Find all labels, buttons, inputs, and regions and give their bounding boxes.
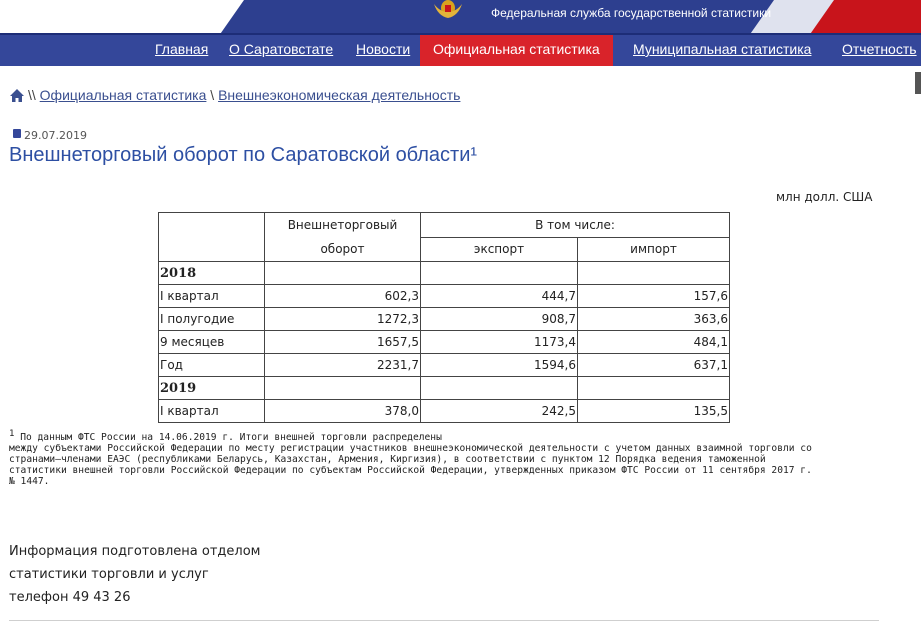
- main-nav: [0, 35, 921, 66]
- empty-cell: [265, 377, 421, 400]
- empty-cell: [421, 377, 578, 400]
- nav-item-about[interactable]: О Саратовстате: [229, 41, 334, 57]
- header-turnover: [265, 213, 421, 262]
- import-cell: 135,5: [578, 400, 730, 423]
- breadcrumb-separator-2: \: [210, 87, 215, 103]
- table-row-year: [159, 262, 730, 285]
- nav-item-home[interactable]: Главная: [155, 41, 209, 57]
- empty-cell: [578, 377, 730, 400]
- empty-cell: [421, 262, 578, 285]
- empty-cell: [265, 262, 421, 285]
- breadcrumb-foreign-economic-activity[interactable]: Внешнеэкономическая деятельность: [218, 87, 461, 103]
- top-banner: [0, 0, 921, 33]
- footnote-line-1: [9, 429, 889, 443]
- table-row: [159, 331, 730, 354]
- contact-phone: телефон 49 43 26: [9, 590, 131, 605]
- turnover-cell: 2231,7: [265, 354, 421, 377]
- date-text: 29.07.2019: [24, 129, 87, 142]
- export-cell: 444,7: [421, 285, 578, 308]
- trade-turnover-table: [158, 212, 730, 423]
- table-header-row: [159, 213, 730, 238]
- footnote: [9, 429, 889, 487]
- breadcrumb-separator: \\: [28, 87, 36, 103]
- header-empty-cell: [159, 213, 265, 262]
- import-cell: 157,6: [578, 285, 730, 308]
- bottom-divider: [9, 620, 879, 621]
- table-row: [159, 400, 730, 423]
- period-cell: I квартал: [159, 400, 265, 423]
- export-cell: 1594,6: [421, 354, 578, 377]
- export-cell: 242,5: [421, 400, 578, 423]
- unit-label: млн долл. США: [776, 190, 873, 204]
- export-cell: 908,7: [421, 308, 578, 331]
- contact-line-1: Информация подготовлена отделом: [9, 544, 261, 559]
- turnover-cell: 1657,5: [265, 331, 421, 354]
- year-cell: 2019: [159, 377, 265, 400]
- contact-info: [9, 542, 260, 611]
- year-cell: 2018: [159, 262, 265, 285]
- document-icon: [13, 129, 21, 138]
- period-cell: 9 месяцев: [159, 331, 265, 354]
- empty-cell: [578, 262, 730, 285]
- period-cell: I квартал: [159, 285, 265, 308]
- footnote-line-4: статистики внешней торговли Российской Федерации по субъектам Российской Федерации, утвержденных приказом ФТС России от 11 сентября 2017 г.: [9, 465, 812, 477]
- nav-item-reporting[interactable]: Отчетность: [842, 41, 917, 57]
- agency-name: Федеральная служба государственной статистики: [491, 6, 772, 20]
- home-icon[interactable]: [9, 88, 25, 103]
- header-export: экспорт: [421, 237, 578, 262]
- table-row: [159, 308, 730, 331]
- breadcrumb: [9, 87, 460, 103]
- turnover-cell: 378,0: [265, 400, 421, 423]
- table-row: [159, 285, 730, 308]
- turnover-cell: 1272,3: [265, 308, 421, 331]
- turnover-cell: 602,3: [265, 285, 421, 308]
- table-row-year: [159, 377, 730, 400]
- publication-date: [13, 129, 87, 142]
- header-turnover-line1: Внешнеторговый: [287, 218, 398, 232]
- emblem-icon: [432, 0, 464, 20]
- period-cell: Год: [159, 354, 265, 377]
- footnote-text-1: По данным ФТС России на 14.06.2019 г. Итоги внешней торговли распределены: [14, 432, 442, 444]
- import-cell: 484,1: [578, 331, 730, 354]
- page-title: Внешнеторговый оборот по Саратовской области¹: [9, 144, 478, 166]
- contact-line-2: статистики торговли и услуг: [9, 567, 209, 582]
- nav-item-official-statistics[interactable]: Официальная статистика: [420, 35, 613, 66]
- header-import: импорт: [578, 237, 730, 262]
- import-cell: 363,6: [578, 308, 730, 331]
- header-including: В том числе:: [421, 213, 730, 238]
- import-cell: 637,1: [578, 354, 730, 377]
- footnote-line-3: странами–членами ЕАЭС (республиками Беларусь, Казахстан, Армения, Киргизия), в соответствии с пунктом 12 Порядка ведения таможенной: [9, 454, 766, 466]
- table-row: [159, 354, 730, 377]
- footnote-line-2: между субъектами Российской Федерации по месту регистрации участников внешнеэкономической деятельности с учетом данных взаимной торговли со: [9, 443, 812, 455]
- header-turnover-line2: оборот: [320, 242, 365, 256]
- breadcrumb-official-statistics[interactable]: Официальная статистика: [39, 87, 207, 103]
- scrollbar-thumb[interactable]: [915, 72, 921, 94]
- footnote-line-5: № 1447.: [9, 476, 50, 488]
- footnote-mark: 1: [9, 429, 15, 439]
- period-cell: I полугодие: [159, 308, 265, 331]
- export-cell: 1173,4: [421, 331, 578, 354]
- nav-item-news[interactable]: Новости: [356, 41, 411, 57]
- nav-item-municipal-statistics[interactable]: Муниципальная статистика: [633, 41, 812, 57]
